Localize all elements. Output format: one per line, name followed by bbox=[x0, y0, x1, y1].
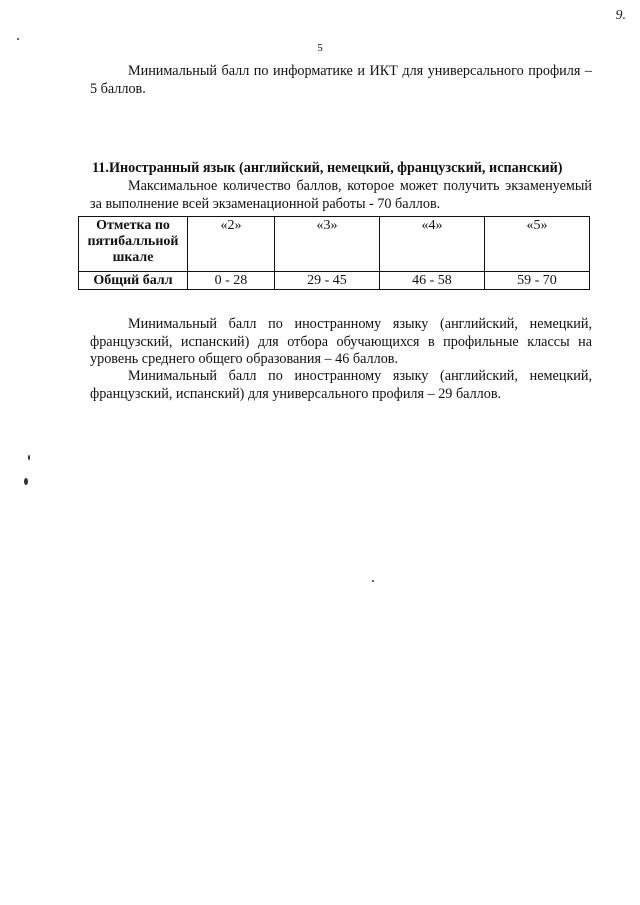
grade-cell: «3» bbox=[274, 217, 379, 272]
paragraph-max-score: Максимальное количество баллов, которое может получить экзаменуемый за выполнение всей экзаменационной работы - 70 баллов. bbox=[90, 178, 592, 212]
paragraph-profile-class-min-score: Минимальный балл по иностранному языку (английский, немецкий, французский, испанский) для отбора обучающихся в профильные классы на уровень среднего общего образования – 46 баллов. bbox=[90, 316, 592, 367]
grade-cell: «2» bbox=[188, 217, 275, 272]
section-heading-foreign-language: 11.Иностранный язык (английский, немецкий, французский, испанский) bbox=[92, 160, 563, 176]
scan-speck bbox=[17, 38, 19, 40]
scan-speck bbox=[24, 478, 28, 485]
grade-cell: «4» bbox=[379, 217, 484, 272]
table-score-row bbox=[79, 272, 590, 290]
table-score-label: Общий балл bbox=[79, 272, 188, 290]
paragraph-universal-profile-min-score: Минимальный балл по иностранному языку (английский, немецкий, французский, испанский) для универсального профиля – 29 баллов. bbox=[90, 368, 592, 402]
scan-speck bbox=[28, 455, 30, 460]
table-header-label: Отметка по пятибалльной шкале bbox=[79, 217, 188, 272]
score-range-cell: 29 - 45 bbox=[274, 272, 379, 290]
page-number: 5 bbox=[317, 42, 323, 54]
score-range-cell: 0 - 28 bbox=[188, 272, 275, 290]
table-header-row bbox=[79, 217, 590, 272]
grade-conversion-table bbox=[78, 216, 590, 290]
score-range-cell: 59 - 70 bbox=[484, 272, 589, 290]
paragraph-informatics-min-score: Минимальный балл по информатике и ИКТ для универсального профиля – 5 баллов. bbox=[90, 63, 592, 97]
score-range-cell: 46 - 58 bbox=[379, 272, 484, 290]
scan-speck bbox=[372, 580, 374, 582]
handwritten-page-mark: 9. bbox=[615, 8, 626, 23]
grade-cell: «5» bbox=[484, 217, 589, 272]
